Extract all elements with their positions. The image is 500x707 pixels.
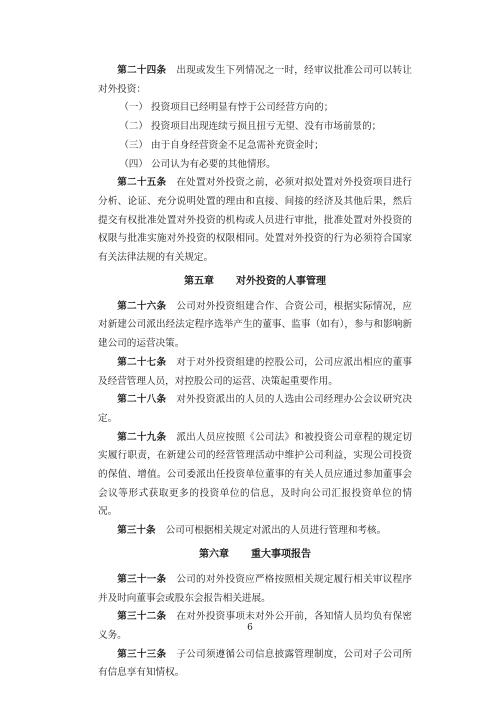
article-text: 公司可根据相关规定对派出的人员进行管理和考核。	[165, 525, 387, 537]
article-paragraph	[98, 391, 412, 428]
article-number: 第三十二条	[117, 611, 167, 623]
article-number: 第三十三条	[117, 648, 167, 660]
article-text: 对于对外投资组建的控股公司，公司应派出相应的董事及经营管理人员，对控股公司的运营、决策起重要作用。	[98, 356, 413, 387]
article-paragraph	[98, 646, 412, 683]
article-number: 第二十八条	[117, 394, 167, 406]
list-item: （一） 投资项目已经明显有悖于公司经营方向的；	[119, 102, 334, 114]
article-paragraph	[98, 354, 412, 391]
article-paragraph	[98, 522, 412, 541]
chapter-title: 重大事项报告	[251, 548, 311, 560]
list-item: （四） 公司认为有必要的其他情形。	[119, 158, 276, 170]
article-number: 第二十九条	[117, 431, 167, 443]
article-paragraph	[98, 298, 412, 354]
article-number: 第二十七条	[117, 356, 167, 368]
chapter-heading	[98, 545, 412, 565]
chapter-title: 对外投资的人事管理	[236, 275, 326, 287]
article-number: 第二十四条	[117, 65, 167, 76]
article-text: 在处置对外投资之前，必须对拟处置对外投资项目进行分析、论证、充分说明处置的理由和直接、间接的经济及其他后果，然后提交有权批准处置对外投资的机构或人员进行审批，批准处置对外投资的权限与批准实施对外投资的权限相同。处置对外投资的行为必须符合国家有关法律法规的有关规定。	[98, 177, 413, 264]
document-body	[98, 62, 412, 683]
article-paragraph	[98, 174, 412, 268]
article-paragraph	[98, 429, 412, 523]
article-text: 公司对外投资组建合作、合资公司，根据实际情况，应对新建公司派出经法定程序选举产生的董事、监事（如有），参与和影响新建公司的运营决策。	[98, 300, 413, 350]
article-number: 第三十一条	[117, 573, 167, 585]
chapter-heading	[98, 272, 412, 292]
article-text: 公司的对外投资应严格按照相关规定履行相关审议程序并及时向董事会或股东会报告相关进展。	[98, 573, 413, 604]
list-item: （三） 由于自身经营资金不足急需补充资金时；	[119, 139, 324, 151]
article-number: 第三十条	[117, 525, 156, 537]
article-text: 出现或发生下列情况之一时，经审议批准公司可以转让对外投资：	[98, 65, 413, 95]
list-item: （二） 投资项目出现连续亏损且扭亏无望、没有市场前景的；	[119, 121, 382, 133]
article-text: 对外投资派出的人员的人选由公司经理办公会议研究决定。	[98, 394, 413, 424]
article-paragraph	[98, 571, 412, 608]
page-number: 6	[247, 623, 253, 633]
article-number: 第二十五条	[117, 177, 167, 189]
chapter-number: 第六章	[199, 548, 229, 560]
article-number: 第二十六条	[117, 300, 167, 312]
article-text: 派出人员应按照《公司法》和被投资公司章程的规定切实履行职责，在新建公司的经营管理活动中维护公司利益，实现公司投资的保值、增值。公司委派出任投资单位董事的有关人员应通过参加董事会会议等形式获取更多的投资单位的信息，及时向公司汇报投资单位的情况。	[98, 431, 413, 518]
article-text: 子公司须遵循公司信息披露管理制度，公司对子公司所有信息享有知情权。	[98, 648, 413, 679]
chapter-number: 第五章	[184, 275, 214, 287]
article-paragraph	[98, 62, 412, 99]
article-text: 在对外投资事项未对外公开前，各知情人员均负有保密义务。	[98, 611, 413, 641]
